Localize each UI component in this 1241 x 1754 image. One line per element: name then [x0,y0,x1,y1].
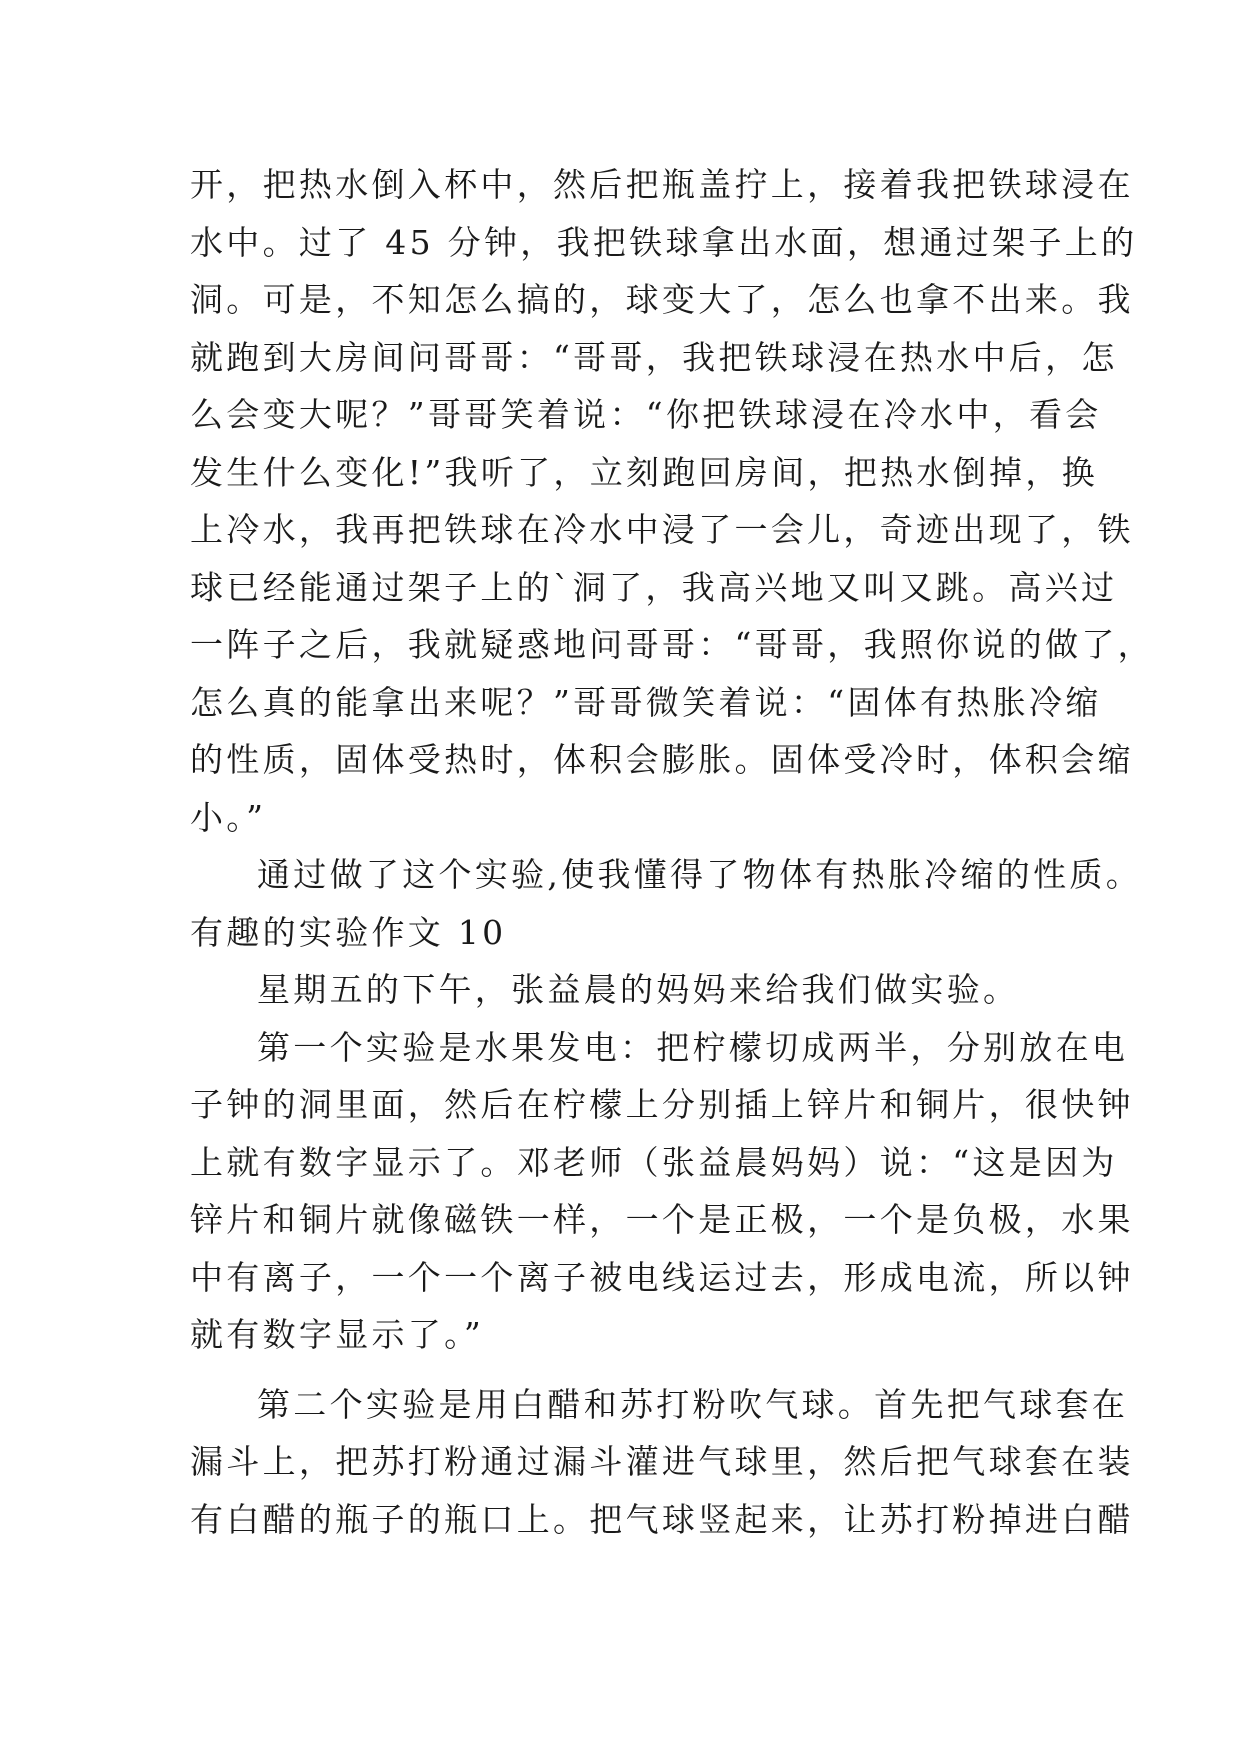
text-line: 锌片和铜片就像磁铁一样，一个是正极，一个是负极，水果 [190,1200,1134,1239]
paragraph-line: 通过做了这个实验,使我懂得了物体有热胀冷缩的性质。 [257,855,1142,894]
text-line: 子钟的洞里面，然后在柠檬上分别插上锌片和铜片，很快钟 [190,1085,1134,1124]
text-line: 的性质，固体受热时，体积会膨胀。固体受冷时，体积会缩 [190,740,1134,779]
paragraph-gap [190,1364,1070,1376]
text-line: 有白醋的瓶子的瓶口上。把气球竖起来，让苏打粉掉进白醋 [190,1499,1134,1539]
paragraph-line: 第一个实验是水果发电：把柠檬切成两半，分别放在电 [257,1027,1129,1067]
text-line: 球已经能通过架子上的`洞了，我高兴地又叫又跳。高兴过 [190,567,1118,607]
text-line: 就有数字显示了。” [190,1315,485,1354]
paragraph-line: 星期五的下午，张益晨的妈妈来给我们做实验。 [257,970,1020,1009]
paragraph-line: 第二个实验是用白醋和苏打粉吹气球。首先把气球套在 [257,1384,1129,1424]
text-line: 发生什么变化!”我听了，立刻跑回房间，把热水倒掉，换 [190,452,1098,492]
text-line: 就跑到大房间问哥哥：“哥哥，我把铁球浸在热水中后，怎 [190,337,1118,377]
text-line: 上冷水，我再把铁球在冷水中浸了一会儿，奇迹出现了，铁 [190,510,1134,549]
text-line: 水中。过了 45 分钟，我把铁球拿出水面，想通过架子上的 [190,222,1138,262]
text-line: 小。” [190,797,267,837]
text-line: 漏斗上，把苏打粉通过漏斗灌进气球里，然后把气球套在装 [190,1442,1134,1481]
text-line: 上就有数字显示了。邓老师（张益晨妈妈）说：“这是因为 [190,1142,1118,1182]
text-line: 么会变大呢？”哥哥笑着说：“你把铁球浸在冷水中，看会 [190,395,1102,434]
section-heading: 有趣的实验作文 10 [190,912,507,952]
text-line: 洞。可是，不知怎么搞的，球变大了，怎么也拿不出来。我 [190,280,1134,319]
text-line: 一阵子之后，我就疑惑地问哥哥：“哥哥，我照你说的做了， [190,625,1154,664]
document-body [190,156,1154,1548]
text-line: 中有离子，一个一个离子被电线运过去，形成电流，所以钟 [190,1257,1134,1297]
text-line: 开，把热水倒入杯中，然后把瓶盖拧上，接着我把铁球浸在 [190,165,1134,204]
text-line: 怎么真的能拿出来呢？”哥哥微笑着说：“固体有热胀冷缩 [190,682,1102,722]
